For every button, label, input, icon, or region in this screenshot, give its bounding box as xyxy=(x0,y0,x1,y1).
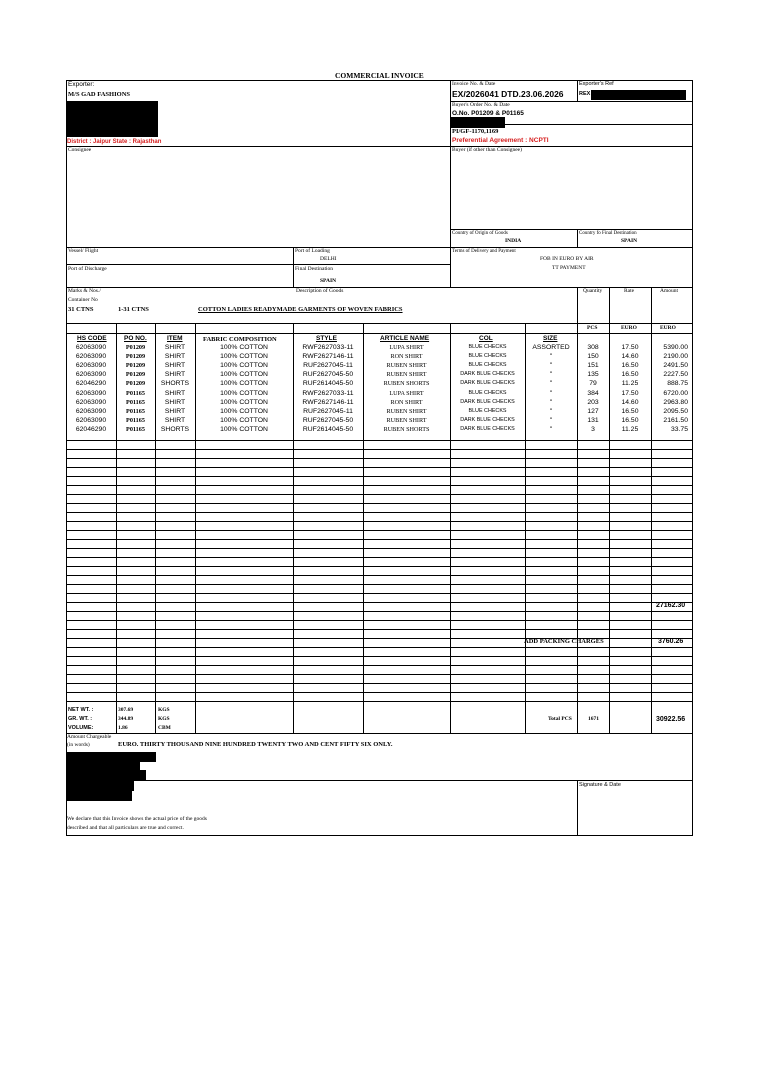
cell-style: RWF2627033-11 xyxy=(302,344,354,351)
cell-fabric: 100% COTTON xyxy=(220,344,268,351)
cell-fabric: 100% COTTON xyxy=(220,389,268,397)
cell-fabric: 100% COTTON xyxy=(220,425,268,433)
amount-label: Amount xyxy=(660,288,679,294)
redacted-bank-line-1 xyxy=(66,752,156,762)
cell-rate: 17.50 xyxy=(621,389,639,397)
col-size: SIZE xyxy=(543,335,558,342)
origin-label: Country of Origin of Goods xyxy=(452,231,508,236)
terms-label: Terms of Delivery and Payment xyxy=(452,249,516,254)
cell-rate: 16.50 xyxy=(621,362,639,370)
cell-hs-code: 62063090 xyxy=(75,362,107,370)
cell-article: LUPA SHIRT xyxy=(389,389,424,397)
final-destination-value: SPAIN xyxy=(320,278,337,284)
col-fabric: FABRIC COMPOSITION xyxy=(203,336,277,343)
net-wt-value: 307.69 xyxy=(118,707,134,713)
cell-size: " xyxy=(549,353,553,361)
subtotal-amount: 27162.30 xyxy=(656,602,686,609)
cell-qty: 203 xyxy=(587,398,599,406)
cell-article: RUBEN SHIRT xyxy=(386,362,427,370)
cell-rate: 14.60 xyxy=(621,398,639,406)
redacted-pi-area xyxy=(451,117,505,128)
cell-style: RWF2627033-11 xyxy=(302,389,354,397)
destination-country-label: Country fo Final Destination xyxy=(579,231,637,236)
cell-fabric: 100% COTTON xyxy=(220,362,268,370)
vessel-label: Vessel/ Flight xyxy=(68,248,99,254)
cell-col: DARK BLUE CHECKS xyxy=(460,371,515,378)
cell-hs-code: 62063090 xyxy=(75,389,107,397)
cell-po-no: P01209 xyxy=(125,353,146,361)
amount-in-words-label: (in words) xyxy=(67,742,90,748)
destination-country-value: SPAIN xyxy=(621,238,638,244)
description-label: Description of Goods xyxy=(296,288,344,294)
exporter-name: M/S GAD FASHIONS xyxy=(68,91,130,98)
cell-fabric: 100% COTTON xyxy=(220,380,268,388)
cell-article: RON SHIRT xyxy=(390,353,423,361)
cell-hs-code: 62063090 xyxy=(75,416,107,424)
cell-size: " xyxy=(549,371,553,379)
cell-style: RUF2614045-50 xyxy=(302,380,354,388)
gross-wt-label: GR. WT. : xyxy=(68,716,93,722)
marks-label: Marks & Nos./ xyxy=(68,288,101,294)
packing-label: ADD PACKING CHARGES xyxy=(524,638,604,645)
exporters-ref-value: REX xyxy=(579,91,591,97)
cell-style: RUF2614045-50 xyxy=(302,425,354,433)
cell-style: RUF2627045-11 xyxy=(303,407,353,415)
cell-col: DARK BLUE CHECKS xyxy=(460,416,515,423)
cell-col: DARK BLUE CHECKS xyxy=(460,425,515,432)
cell-col: BLUE CHECKS xyxy=(468,344,507,350)
cell-size: " xyxy=(549,389,553,397)
amount-chargeable-label: Amount Chargeable xyxy=(67,734,112,740)
col-style: STYLE xyxy=(316,335,337,342)
cell-rate: 16.50 xyxy=(621,371,639,379)
cell-col: DARK BLUE CHECKS xyxy=(460,398,515,405)
cell-size: " xyxy=(549,398,553,406)
total-pcs: 1671 xyxy=(588,716,599,722)
cell-size: ASSORTED xyxy=(532,344,570,351)
marks-range: 1-31 CTNS xyxy=(118,306,149,313)
cell-qty: 3 xyxy=(591,425,595,433)
redacted-exporter-address xyxy=(66,101,158,137)
cell-rate: 16.50 xyxy=(621,407,639,415)
cell-size: " xyxy=(549,407,553,415)
pi-number: PI/GF-1170,1169 xyxy=(452,128,499,135)
cell-fabric: 100% COTTON xyxy=(220,371,268,379)
cell-rate: 16.50 xyxy=(621,416,639,424)
col-hs-code: HS CODE xyxy=(77,335,107,342)
cell-item: SHIRT xyxy=(164,389,186,397)
goods-description: COTTON LADIES READYMADE GARMENTS OF WOVEN FABRICS xyxy=(198,306,403,313)
cell-article: LUPA SHIRT xyxy=(389,344,424,351)
cell-fabric: 100% COTTON xyxy=(220,398,268,406)
cell-po-no: P01165 xyxy=(126,425,145,433)
terms-line2: TT PAYMENT xyxy=(552,265,586,271)
cell-item: SHIRT xyxy=(164,416,186,424)
buyer-other-label: Buyer (if other than Consignee) xyxy=(452,147,522,153)
volume-unit: CBM xyxy=(158,725,171,731)
cell-amount: 2227.50 xyxy=(663,371,688,379)
cell-fabric: 100% COTTON xyxy=(220,353,268,361)
cell-style: RUF2627045-50 xyxy=(302,416,354,424)
cell-col: BLUE CHECKS xyxy=(468,389,507,396)
total-pcs-label: Total PCS xyxy=(548,716,572,722)
quantity-label: Quantity xyxy=(583,288,603,294)
cell-size: " xyxy=(549,425,553,433)
cell-amount: 2963.80 xyxy=(663,398,688,406)
cell-article: RUBEN SHORTS xyxy=(383,425,430,433)
redacted-bank-line-4 xyxy=(66,781,134,791)
cell-amount: 2190.00 xyxy=(663,353,688,361)
invoice-label: Invoice No. & Date xyxy=(452,81,496,87)
cell-amount: 2095.50 xyxy=(663,407,688,415)
cell-item: SHIRT xyxy=(164,371,186,379)
cell-rate: 11.25 xyxy=(621,425,639,433)
rate-label: Rate xyxy=(624,288,635,294)
signature-label: Signature & Date xyxy=(579,782,621,788)
cell-article: RON SHIRT xyxy=(390,398,423,406)
cell-po-no: P01209 xyxy=(125,362,146,370)
cell-amount: 888.75 xyxy=(667,380,688,388)
cell-style: RUF2627045-11 xyxy=(303,362,353,370)
consignee-label: Consignee xyxy=(68,147,92,153)
cell-hs-code: 62046290 xyxy=(75,380,107,388)
cell-amount: 2491.50 xyxy=(663,362,688,370)
cell-rate: 11.25 xyxy=(621,380,639,388)
cell-article: RUBEN SHIRT xyxy=(386,407,427,415)
col-item: ITEM xyxy=(167,335,183,342)
cell-qty: 79 xyxy=(589,380,597,388)
redacted-bank-line-2 xyxy=(66,762,140,770)
cell-amount: 33.75 xyxy=(670,425,688,433)
cell-po-no: P01165 xyxy=(126,398,145,406)
cell-po-no: P01165 xyxy=(126,407,145,415)
col-col: COL xyxy=(479,335,493,342)
total-amount: 30922.56 xyxy=(656,716,686,723)
cell-article: RUBEN SHIRT xyxy=(386,416,427,424)
gross-wt-unit: KGS xyxy=(158,716,170,722)
cell-col: BLUE CHECKS xyxy=(468,353,507,360)
cell-po-no: P01209 xyxy=(125,371,146,379)
cell-qty: 150 xyxy=(587,353,599,361)
exporter-district: District : Jaipur State : Rajasthan xyxy=(67,139,162,145)
net-wt-label: NET WT. : xyxy=(68,707,94,713)
cell-item: SHORTS xyxy=(160,425,190,433)
cell-qty: 135 xyxy=(587,371,599,379)
cell-article: RUBEN SHORTS xyxy=(383,380,430,388)
cell-rate: 17.50 xyxy=(621,344,639,351)
col-po-no: PO NO. xyxy=(124,335,147,342)
cell-item: SHIRT xyxy=(164,407,186,415)
cell-rate: 14.60 xyxy=(621,353,639,361)
buyers-order-value: O.No. P01209 & P01165 xyxy=(452,110,524,117)
cell-size: " xyxy=(549,416,553,424)
exporters-ref-label: Exporter's Ref xyxy=(579,81,614,87)
cell-qty: 308 xyxy=(587,344,599,351)
net-wt-unit: KGS xyxy=(158,707,170,713)
cell-po-no: P01165 xyxy=(126,389,145,397)
cell-style: RUF2627045-50 xyxy=(302,371,354,379)
col-article: ARTICLE NAME xyxy=(380,335,430,342)
cell-hs-code: 62046290 xyxy=(75,425,107,433)
cell-col: DARK BLUE CHECKS xyxy=(460,380,515,387)
cell-fabric: 100% COTTON xyxy=(220,416,268,424)
cell-po-no: P01165 xyxy=(126,416,145,424)
redacted-ref-number xyxy=(591,90,686,100)
cell-hs-code: 62063090 xyxy=(75,353,107,361)
cell-fabric: 100% COTTON xyxy=(220,407,268,415)
port-loading-value: DELHI xyxy=(320,256,337,262)
cell-style: RWF2627146-11 xyxy=(302,353,354,361)
cell-size: " xyxy=(549,380,553,388)
unit-rate: EURO xyxy=(621,325,637,331)
final-destination-label: Final Destination xyxy=(295,266,334,272)
declaration-line-1: We declare that this Invoice shows the actual price of the goods xyxy=(67,816,207,822)
marks-ctns: 31 CTNS xyxy=(68,306,94,313)
cell-article: RUBEN SHIRT xyxy=(386,371,427,379)
terms-line1: FOB IN EURO BY AIR xyxy=(540,256,594,262)
cell-item: SHIRT xyxy=(164,362,186,370)
redacted-bank-line-3 xyxy=(66,770,146,781)
cell-hs-code: 62063090 xyxy=(75,407,107,415)
unit-amount: EURO xyxy=(660,325,676,331)
cell-amount: 6720.00 xyxy=(663,389,688,397)
cell-qty: 127 xyxy=(587,407,599,415)
cell-item: SHIRT xyxy=(164,344,186,351)
volume-value: 1.86 xyxy=(118,725,128,731)
cell-hs-code: 62063090 xyxy=(75,371,107,379)
cell-item: SHORTS xyxy=(160,380,190,388)
preferential-agreement: Preferential Agreement : NCPTI xyxy=(452,137,549,144)
cell-amount: 5390.00 xyxy=(663,344,688,351)
cell-style: RWF2627146-11 xyxy=(302,398,354,406)
cell-po-no: P01209 xyxy=(125,344,146,351)
port-loading-label: Port of Loading xyxy=(295,248,330,254)
cell-qty: 151 xyxy=(587,362,599,370)
cell-size: " xyxy=(549,362,553,370)
redacted-bank-line-5 xyxy=(66,791,132,801)
unit-pcs: PCS xyxy=(587,325,598,331)
cell-qty: 131 xyxy=(587,416,599,424)
buyers-order-label: Buyer's Order No. & Date xyxy=(452,102,510,108)
cell-qty: 384 xyxy=(587,389,599,397)
document-title: COMMERCIAL INVOICE xyxy=(335,71,424,80)
cell-item: SHIRT xyxy=(164,353,186,361)
invoice-number: EX/2026041 DTD.23.06.2026 xyxy=(452,89,564,99)
amount-in-words: EURO. THIRTY THOUSAND NINE HUNDRED TWENTY TWO AND CENT FIFTY SIX ONLY. xyxy=(118,741,393,748)
container-label: Container No xyxy=(68,297,98,303)
cell-col: BLUE CHECKS xyxy=(468,362,507,369)
cell-hs-code: 62063090 xyxy=(75,398,107,406)
declaration-line-2: described and that all particulars are true and correct. xyxy=(67,825,184,831)
exporter-label: Exporter: xyxy=(68,81,95,88)
cell-hs-code: 62063090 xyxy=(75,344,107,351)
cell-amount: 2161.50 xyxy=(663,416,688,424)
cell-col: BLUE CHECKS xyxy=(468,407,507,414)
cell-item: SHIRT xyxy=(164,398,186,406)
gross-wt-value: 344.89 xyxy=(118,716,134,722)
volume-label: VOLUME: xyxy=(68,725,94,731)
cell-po-no: P01209 xyxy=(125,380,146,388)
origin-value: INDIA xyxy=(505,238,522,244)
packing-amount: 3760.26 xyxy=(658,638,684,645)
port-discharge-label: Port of Discharge xyxy=(68,266,107,272)
